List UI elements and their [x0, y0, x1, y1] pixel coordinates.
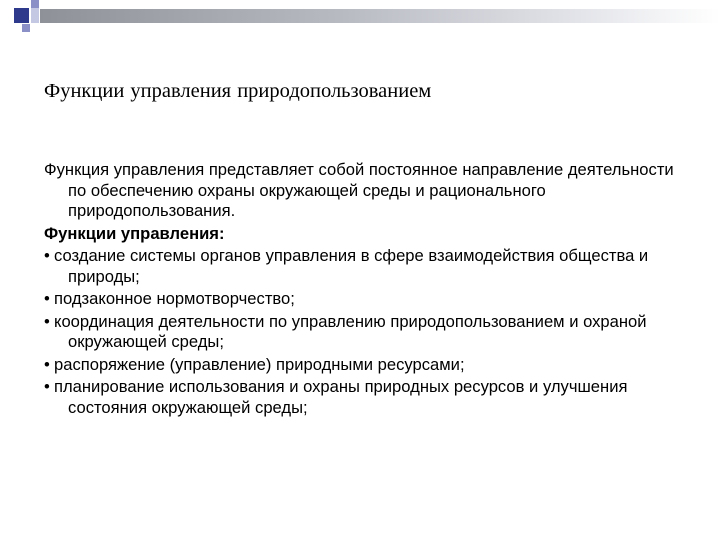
list-item-text: координация деятельности по управлению природопользованием и охраной окружающей среды; — [54, 311, 647, 351]
deco-square-dark — [14, 8, 29, 23]
deco-square-light — [31, 8, 39, 23]
functions-list — [44, 246, 694, 418]
slide-title: Функции управления природопользованием — [44, 80, 432, 102]
bullet-icon: • — [44, 246, 50, 265]
list-item — [44, 355, 694, 376]
bullet-icon: • — [44, 289, 50, 308]
list-item-text: создание системы органов управления в сфере взаимодействия общества и природы; — [54, 246, 649, 286]
list-item-text: планирование использования и охраны природных ресурсов и улучшения состояния окружающей среды; — [54, 377, 628, 417]
list-item — [44, 246, 694, 287]
definition-paragraph: Функция управления представляет собой постоянное направление деятельности по обеспечению охраны окружающей среды и рационального природопользования. — [44, 160, 674, 220]
header-decoration — [0, 0, 720, 40]
list-item — [44, 377, 694, 418]
list-item-text: распоряжение (управление) природными ресурсами; — [54, 354, 465, 374]
bullet-icon: • — [44, 354, 50, 374]
bullet-icon: • — [44, 377, 50, 396]
bullet-icon: • — [44, 311, 50, 331]
list-item — [44, 312, 694, 353]
deco-square-small — [22, 24, 30, 32]
list-item — [44, 289, 694, 310]
list-item-text: подзаконное нормотворчество; — [54, 289, 295, 308]
header-gradient-bar — [40, 9, 720, 23]
deco-square-mid — [31, 0, 39, 8]
functions-heading: Функции управления: — [44, 223, 225, 243]
slide-body — [44, 160, 694, 420]
